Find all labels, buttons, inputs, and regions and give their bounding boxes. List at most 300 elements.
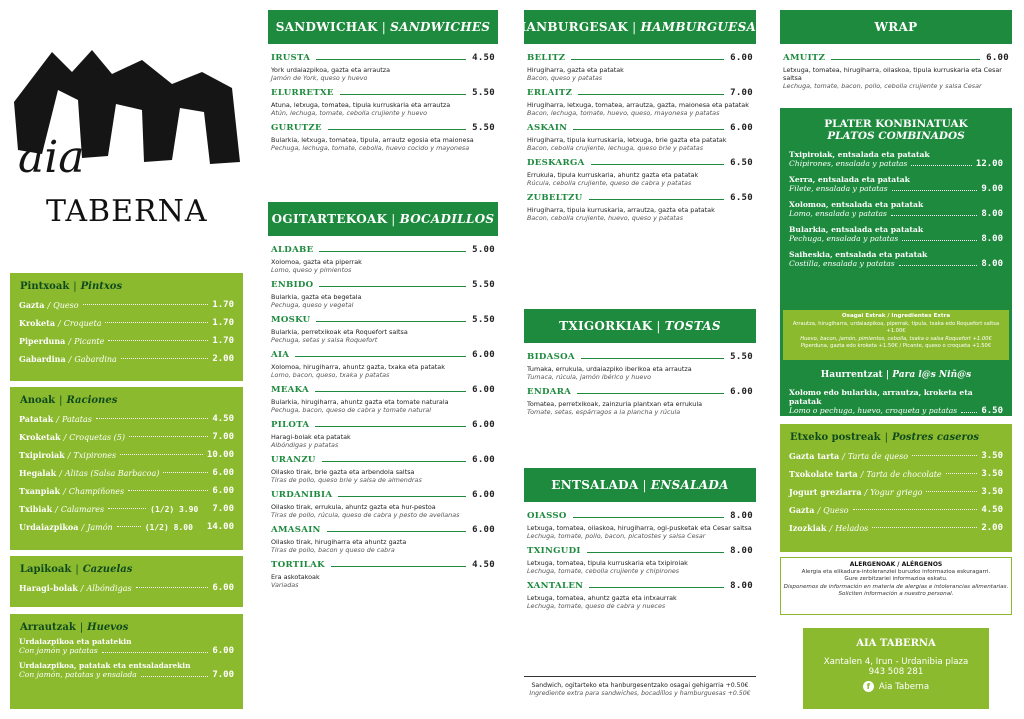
- item-description-es: Bacon, cebolla crujiente, lechuga, queso brie y patatas: [527, 144, 704, 152]
- item-price: 3.50: [981, 451, 1003, 461]
- item-name: GURUTZE: [271, 123, 322, 133]
- alergenos-eu-1: Alergia eta elikadura-intoleranziei buruzko informazioa eskuragarri.: [801, 568, 991, 575]
- sandwichak-title: SANDWICHAK: [275, 20, 378, 34]
- item-name: OIASSO: [527, 511, 567, 521]
- half-price: (1/2) 3.90: [150, 504, 199, 514]
- dot-leader: [129, 436, 208, 437]
- item-name: Txanpiak: [19, 486, 61, 496]
- ogitartekoak-title: OGITARTEKOAK: [271, 212, 388, 226]
- logo: [10, 44, 250, 234]
- ogitartekoak-section: OGITARTEKOAK | BOCADILLOS ALDABE 5.00 Xolomoa, gazta eta piperrak Lomo, queso y pimientos ENBIDO 5.50 Bularkia, gazta eta begetala Pechuga, queso y vegetal MOSKU 5.50 Bularkia, perretxikoak eta Roquefort saltsa Pechuga, setas y salsa Roquefort AIA 6.00 Xolomoa, hirugiharra, ahuntz gazta, txaka eta patatak Lomo, bacon, queso, txaka y patatas MEAKA 6.00 Bularkia, hirugiharra, ahuntz gazta eta tomate naturala Pechuga, bacon, queso de cabra y tomate natural PILOTA 6.00 Haragi-bolak eta patatak Albóndigas y patatas URANZU 6.00 Oilasko tirak, brie gazta eta arbendola saltsa Tiras de pollo, queso brie y salsa de almendras URDANIBIA 6.00 Oilasko tirak, errukula, ahuntz gazta eta hur-pestoa Tiras de pollo, rúcula, queso de cabra y pesto de avellanas AMASAIN 6.00 Oilasko tirak, hirugiharra eta ahuntz gazta Tiras de pollo, bacon y queso de cabra TORTILAK 4.50 Era askotakoak Variadas: [268, 202, 498, 595]
- menu-item: [271, 385, 495, 414]
- item-description-eu: Errukula, tipula kurruskaria, ahuntz gazta eta patatak: [527, 171, 699, 179]
- item-name: Patatak: [19, 414, 54, 424]
- item-description-eu: Era askotakoak: [271, 573, 320, 581]
- item-header: [271, 560, 495, 570]
- postres-section: Etxeko postreak | Postres caseros Gazta tarta / Tarta de queso 3.50 Txokolate tarta / Tarta de chocolate 3.50 Jogurt greziarra / Yogur griego 3.50 Gazta / Queso 4.50 Izozkiak / Helados 2.00: [780, 424, 1012, 552]
- menu-row: [19, 661, 234, 680]
- menu-item: [271, 245, 495, 274]
- leader-line: [331, 566, 466, 567]
- leader-line: [587, 552, 724, 553]
- item-price: 6.50: [730, 193, 753, 203]
- lapikoak-section: Lapikoak | Cazuelas Haragi-bolak / Albóndigas 6.00: [10, 556, 243, 607]
- item-description-eu: Hirugiharra, tipula kurruskaria, letxuga, brie gazta eta patatak: [527, 136, 727, 144]
- item-description-eu: Hirugiharra, gazta eta patatak: [527, 66, 624, 74]
- pintxoak-title: Pintxoak: [20, 281, 70, 292]
- item-header: [271, 525, 495, 535]
- contact-address: Xantalen 4, Irun - Urdanibia plaza: [823, 657, 969, 667]
- item-description-es: Lechuga, tomate, queso de cabra y nueces: [527, 602, 666, 610]
- item-row: [19, 670, 234, 680]
- plato-name: Saiheskia, entsalada eta patatak: [789, 250, 928, 259]
- leader-line: [327, 531, 466, 532]
- item-price: 6.00: [730, 123, 753, 133]
- wrap-section: [780, 10, 1012, 96]
- item-description-eu: Letxuga, tomatea, hirugiharra, oilaskoa, tipula kurruskaria eta Cesar saltsa: [783, 66, 1002, 82]
- dot-leader: [102, 646, 209, 653]
- item-name: Izozkiak: [789, 523, 827, 533]
- item-name: Urdaiazpikoa: [19, 522, 79, 532]
- leader-line: [319, 251, 466, 252]
- item-name: AMASAIN: [271, 525, 321, 535]
- leader-line: [831, 59, 980, 60]
- item-name: Urdaiazpikoa, patatak eta entsaladarekin: [19, 661, 191, 670]
- plato-item: [789, 175, 1003, 194]
- item-description-eu: Hirugiharra, tipula kurruskaria, arrautza, gazta eta patatak: [527, 206, 715, 214]
- item-name: ZUBELTZU: [527, 193, 583, 203]
- item-header: [271, 123, 495, 133]
- menu-item: [271, 315, 495, 344]
- item-price: 4.50: [472, 53, 495, 63]
- plato-item: [789, 200, 1003, 219]
- item-name: MOSKU: [271, 315, 311, 325]
- item-name: DESKARGA: [527, 158, 585, 168]
- menu-item: [271, 455, 495, 484]
- item-name: AMUITZ: [783, 53, 826, 63]
- dot-leader: [853, 509, 978, 510]
- dot-leader: [128, 490, 208, 491]
- item-name: Jogurt greziarra: [789, 487, 862, 497]
- item-price: 5.50: [472, 315, 495, 325]
- item-name: ENBIDO: [271, 280, 314, 290]
- plato-description: Costilla, ensalada y patatas: [789, 259, 895, 268]
- item-description-es: Tiras de pollo, queso brie y salsa de almendras: [271, 476, 422, 484]
- kids-item-eu: Xolomo edo bularkia, arrautza, kroketa eta patatak: [789, 388, 973, 406]
- item-name: ASKAIN: [527, 123, 568, 133]
- sandwichak-subtitle: SANDWICHES: [390, 20, 491, 34]
- item-name: TXINGUDI: [527, 546, 581, 556]
- alergenos-es-2: Soliciten información a nuestro personal.: [838, 591, 954, 598]
- item-description-eu: Letxuga, tomatea, tipula kurruskaria eta txipiroiak: [527, 559, 688, 567]
- dot-leader: [108, 508, 146, 509]
- item-price: 1.70: [212, 336, 234, 346]
- plato-price: 12.00: [975, 159, 1003, 169]
- item-description: Helados: [835, 523, 869, 533]
- dot-leader: [912, 455, 977, 456]
- extras-line-1: Arrautza, hirugiharra, urdaiazpikoa, piperrak, tipula, txaka edo Roquefort saltsa +1.00€: [792, 320, 1000, 334]
- dot-leader: [105, 322, 208, 323]
- leader-line: [316, 59, 466, 60]
- item-price: 6.00: [986, 53, 1009, 63]
- dot-leader: [136, 587, 209, 588]
- menu-row: Piperduna / Picante 1.70: [19, 336, 234, 346]
- anoak-subtitle: Raciones: [66, 395, 118, 406]
- leader-line: [578, 94, 724, 95]
- logo-mountains-icon: [12, 44, 242, 174]
- plato-price: 9.00: [981, 184, 1003, 194]
- item-name: Txokolate tarta: [789, 469, 858, 479]
- item-price: 2.00: [212, 354, 234, 364]
- leader-line: [315, 426, 466, 427]
- extras-line-3: Piperduna, gazta edo kroketa +1.50€ / Picante, queso o croqueta +1.50€: [800, 343, 992, 349]
- item-description-es: Lechuga, tomate, bacon, pollo, cebolla crujiente y salsa Cesar: [783, 82, 982, 90]
- entsalada-section: ENTSALADA | ENSALADA OIASSO 8.00 Letxuga, tomatea, oilaskoa, hirugiharra, ogi-pusketak eta Cesar saltsa Lechuga, tomate, pollo, bacon, picatostes y salsa Cesar TXINGUDI 8.00 Letxuga, tomatea, tipula kurruskaria eta txipiroiak Lechuga, tomate, cebolla crujiente y chipirones XANTALEN 8.00 Letxuga, tomatea, ahuntz gazta eta intxaurrak Lechuga, tomate, queso de cabra y nueces: [524, 468, 756, 616]
- item-description-eu: Hirugiharra, letxuga, tomatea, arrautza, gazta, maionesa eta patatak: [527, 101, 749, 109]
- dot-leader: [121, 358, 208, 359]
- item-name: XANTALEN: [527, 581, 584, 591]
- item-description-eu: Atuna, letxuga, tomatea, tipula kurruskaria eta arrautza: [271, 101, 451, 109]
- plato-row: [789, 259, 1003, 269]
- menu-item: [271, 123, 495, 152]
- contact-facebook[interactable]: Aia Taberna: [878, 681, 930, 692]
- item-description-es: Bacon, queso y patatas: [527, 74, 603, 82]
- item-description: Patatas: [62, 414, 92, 424]
- leader-line: [589, 587, 724, 588]
- dot-leader: [891, 209, 977, 216]
- item-name: ELURRETXE: [271, 88, 334, 98]
- item-name: URANZU: [271, 455, 316, 465]
- item-description-es: Albóndigas y patatas: [271, 441, 339, 449]
- menu-row: Txibiak / Calamares (1/2) 3.90 7.00: [19, 504, 234, 514]
- menu-row: [19, 637, 234, 656]
- item-price: 7.00: [212, 670, 234, 680]
- menu-row: Gabardina / Gabardina 2.00: [19, 354, 234, 364]
- item-header: [783, 53, 1009, 63]
- leader-line: [581, 358, 724, 359]
- menu-item: [527, 123, 753, 152]
- platos-title: PLATER KONBINATUAK: [824, 118, 968, 130]
- item-header: [527, 581, 753, 591]
- anoak-section: Anoak | Raciones Patatak / Patatas 4.50 Kroketak / Croquetas (5) 7.00 Txipiroiak / Txipirones 10.00 Hegalak / Alitas (Salsa Barbacoa) 6.00 Txanpiak / Champiñones 6.00 Txibiak / Calamares (1/2) 3.90 7.00 Urdaiazpikoa / Jamón (1/2) 8.00 14.00: [10, 387, 243, 550]
- item-name: Haragi-bolak: [19, 583, 78, 593]
- menu-item: [271, 350, 495, 379]
- item-price: 6.00: [730, 387, 753, 397]
- item-price: 6.00: [472, 490, 495, 500]
- menu-item: [527, 53, 753, 82]
- item-price: 6.00: [472, 455, 495, 465]
- menu-row: Haragi-bolak / Albóndigas 6.00: [19, 583, 234, 593]
- half-price: (1/2) 8.00: [144, 522, 193, 532]
- item-description-eu: Letxuga, tomatea, oilaskoa, hirugiharra, ogi-pusketak eta Cesar saltsa: [527, 524, 752, 532]
- item-price: 6.00: [730, 53, 753, 63]
- plato-name: Bularkia, entsalada eta patatak: [789, 225, 924, 234]
- item-price: 5.00: [472, 245, 495, 255]
- item-name: URDANIBIA: [271, 490, 333, 500]
- item-name: ERLAITZ: [527, 88, 573, 98]
- menu-item: [783, 53, 1009, 90]
- item-description: Picante: [74, 336, 105, 346]
- item-description-es: Tumaca, rúcula, jamón ibérico y huevo: [527, 373, 652, 381]
- item-price: 5.50: [472, 280, 495, 290]
- menu-item: [271, 525, 495, 554]
- menu-row: Gazta / Queso 4.50: [789, 505, 1003, 515]
- menu-item: [527, 546, 753, 575]
- item-price: 5.50: [472, 123, 495, 133]
- menu-row: Urdaiazpikoa / Jamón (1/2) 8.00 14.00: [19, 522, 234, 532]
- arrautzak-title: Arrautzak: [20, 622, 76, 633]
- item-price: 8.00: [730, 546, 753, 556]
- item-header: [271, 350, 495, 360]
- menu-item: [271, 88, 495, 117]
- kids-title: Haurrentzat | Para l@s Niñ@s: [820, 370, 972, 380]
- facebook-icon[interactable]: f: [863, 681, 874, 692]
- item-price: 7.00: [212, 432, 234, 442]
- item-description-es: Pechuga, lechuga, tomate, cebolla, huevo cocido y mayonesa: [271, 144, 470, 152]
- item-description-es: Bacon, cebolla crujiente, huevo, queso y patatas: [527, 214, 684, 222]
- menu-item: [527, 88, 753, 117]
- item-description: Gabardina: [74, 354, 117, 364]
- item-description: Croqueta: [63, 318, 102, 328]
- contact-name: AIA TABERNA: [856, 638, 936, 649]
- item-price: 1.70: [212, 318, 234, 328]
- menu-item: [527, 352, 753, 381]
- item-description-eu: Haragi-bolak eta patatak: [271, 433, 351, 441]
- extra-note-eu: Sandwich, ogitarteko eta hanburgesentzako osagai gehigarria +0.50€: [531, 682, 749, 689]
- item-name: BIDASOA: [527, 352, 575, 362]
- menu-row: Hegalak / Alitas (Salsa Barbacoa) 6.00: [19, 468, 234, 478]
- plato-row: [789, 209, 1003, 219]
- item-price: 6.00: [472, 385, 495, 395]
- item-description: Queso: [53, 300, 79, 310]
- contact-box: [803, 628, 989, 709]
- menu-row: Gazta tarta / Tarta de queso 3.50: [789, 451, 1003, 461]
- item-description-eu: Oilasko tirak, hirugiharra eta ahuntz gazta: [271, 538, 407, 546]
- item-price: 6.00: [212, 646, 234, 656]
- leader-line: [340, 94, 466, 95]
- item-name: BELITZ: [527, 53, 566, 63]
- dot-leader: [899, 259, 978, 266]
- plato-price: 8.00: [981, 234, 1003, 244]
- logo-title: TABERNA: [46, 194, 208, 229]
- plato-price: 8.00: [981, 259, 1003, 269]
- plato-row: [789, 234, 1003, 244]
- item-price: 3.50: [981, 469, 1003, 479]
- logo-mark: aia: [18, 132, 85, 174]
- plato-description: Pechuga, ensalada y patatas: [789, 234, 899, 243]
- item-description: Queso: [823, 505, 849, 515]
- leader-line: [328, 129, 466, 130]
- plato-description: Chipirones, ensalada y patatas: [789, 159, 908, 168]
- arrautzak-subtitle: Huevos: [87, 622, 129, 633]
- item-description: Calamares: [60, 504, 105, 514]
- plato-name: Xolomoa, entsalada eta patatak: [789, 200, 924, 209]
- item-header: [527, 511, 753, 521]
- item-header: [527, 352, 753, 362]
- pintxoak-subtitle: Pintxos: [80, 281, 123, 292]
- item-description-eu: Oilasko tirak, errukula, ahuntz gazta eta hur-pestoa: [271, 503, 436, 511]
- item-description-eu: Xolomoa, gazta eta piperrak: [271, 258, 362, 266]
- item-description-eu: Bularkia, perretxikoak eta Roquefort saltsa: [271, 328, 408, 336]
- item-price: 7.00: [730, 88, 753, 98]
- postres-title: Etxeko postreak: [790, 432, 881, 443]
- menu-row: Txipiroiak / Txipirones 10.00: [19, 450, 234, 460]
- extras-title: Osagai Estrak / Ingredientes Extra: [841, 313, 951, 319]
- menu-row: Patatak / Patatas 4.50: [19, 414, 234, 424]
- item-name: Urdaiazpikoa eta patatekin: [19, 637, 132, 646]
- item-description-eu: York urdaiazpikoa, gazta eta arrautza: [271, 66, 391, 74]
- item-name: Gabardina: [19, 354, 66, 364]
- plato-description: Lomo, ensalada y patatas: [789, 209, 887, 218]
- plato-name: Xerra, entsalada eta patatak: [789, 175, 910, 184]
- item-name: Gazta tarta: [789, 451, 840, 461]
- item-name: Piperduna: [19, 336, 66, 346]
- item-header: [527, 193, 753, 203]
- leader-line: [316, 321, 466, 322]
- plato-row: [789, 184, 1003, 194]
- item-description-es: Rúcula, cebolla crujiente, queso de cabra y patatas: [527, 179, 692, 187]
- item-header: [271, 315, 495, 325]
- item-price: 4.50: [212, 414, 234, 424]
- item-name: TORTILAK: [271, 560, 325, 570]
- extras-line-2: Huevo, bacon, jamón, pimientos, cebolla, txaka o salsa Roquefort +1.00€: [800, 335, 992, 342]
- item-description: Champiñones: [68, 486, 125, 496]
- item-header: [271, 455, 495, 465]
- dot-leader: [120, 454, 203, 455]
- item-header: [527, 387, 753, 397]
- item-description-es: Variadas: [271, 581, 299, 589]
- item-description-eu: Letxuga, tomatea, ahuntz gazta eta intxaurrak: [527, 594, 677, 602]
- item-price: 6.00: [472, 420, 495, 430]
- item-description: Croquetas (5): [69, 432, 125, 442]
- item-header: [527, 123, 753, 133]
- item-name: MEAKA: [271, 385, 310, 395]
- plato-row: [789, 159, 1003, 169]
- item-description-es: Bacon, lechuga, tomate, huevo, queso, mayonesa y patatas: [527, 109, 720, 117]
- item-price: 7.00: [212, 504, 234, 514]
- menu-item: [271, 53, 495, 82]
- menu-row: Kroketa / Croqueta 1.70: [19, 318, 234, 328]
- alergenos-title: ALERGENOAK / ALÉRGENOS: [849, 561, 943, 568]
- plato-item: [789, 225, 1003, 244]
- item-description: Alitas (Salsa Barbacoa): [64, 468, 160, 478]
- item-name: Gazta: [19, 300, 45, 310]
- menu-item: [527, 511, 753, 540]
- item-price: 3.50: [981, 487, 1003, 497]
- item-price: 6.00: [212, 583, 234, 593]
- menu-item: [271, 420, 495, 449]
- item-name: Txipiroiak: [19, 450, 65, 460]
- item-description: Tarta de chocolate: [866, 469, 942, 479]
- sandwichak-section: SANDWICHAK | SANDWICHES IRUSTA 4.50 York urdaiazpikoa, gazta eta arrautza Jamón de York, queso y huevo ELURRETXE 5.50 Atuna, letxuga, tomatea, tipula kurruskaria eta arrautza Atún, lechuga, tomate, cebolla crujiente y huevo GURUTZE 5.50 Bularkia, letxuga, tomatea, tipula, arrautz egosia eta maionesa Pechuga, lechuga, tomate, cebolla, huevo cocido y mayonesa: [268, 10, 498, 158]
- lapikoak-title: Lapikoak: [20, 564, 72, 575]
- item-description-es: Lomo, queso y pimientos: [271, 266, 352, 274]
- item-header: [271, 245, 495, 255]
- item-description-es: Pechuga, queso y vegetal: [271, 301, 354, 309]
- item-price: 5.50: [730, 352, 753, 362]
- arrautzak-section: Arrautzak | Huevos Urdaiazpikoa eta patatekin Con jamón y patatas 6.00 Urdaiazpikoa, patatak eta entsaladarekin Con jamón, patatas y ensalada 7.00: [10, 614, 243, 709]
- item-header: [271, 420, 495, 430]
- menu-item: [271, 280, 495, 309]
- ogitartekoak-subtitle: BOCADILLOS: [399, 212, 495, 226]
- item-description-es: Lomo, bacon, queso, txaka y patatas: [271, 371, 390, 379]
- item-header: [271, 280, 495, 290]
- extra-note: [524, 676, 756, 698]
- item-description: Con jamón y patatas: [19, 646, 98, 655]
- leader-line: [589, 199, 725, 200]
- leader-line: [315, 391, 466, 392]
- item-description-eu: Oilasko tirak, brie gazta eta arbendola saltsa: [271, 468, 415, 476]
- menu-item: [527, 158, 753, 187]
- txigorkiak-title: TXIGORKIAK: [559, 319, 653, 333]
- dot-leader: [911, 159, 971, 166]
- item-description-eu: Xolomoa, hirugiharra, ahuntz gazta, txaka eta patatak: [271, 363, 445, 371]
- dot-leader: [83, 304, 209, 305]
- hanburgesak-subtitle: HAMBURGUESAS: [640, 20, 766, 34]
- platos-subtitle: PLATOS COMBINADOS: [827, 130, 965, 142]
- item-description: Tarta de queso: [847, 451, 909, 461]
- item-name: ENDARA: [527, 387, 572, 397]
- leader-line: [295, 356, 466, 357]
- item-description-eu: Tomatea, perretxikoak, zainzuria plantxan eta errukula: [527, 400, 703, 408]
- dot-leader: [892, 184, 978, 191]
- leader-line: [571, 59, 724, 60]
- item-price: 4.50: [472, 560, 495, 570]
- kids-item-price: 6.50: [981, 406, 1003, 416]
- menu-item: [527, 581, 753, 610]
- anoak-title: Anoak: [20, 395, 56, 406]
- leader-line: [573, 129, 724, 130]
- item-price: 6.00: [212, 486, 234, 496]
- dot-leader: [872, 527, 977, 528]
- entsalada-title: ENTSALADA: [551, 478, 639, 492]
- contact-phone: 943 508 281: [868, 667, 924, 677]
- plato-item: [789, 150, 1003, 169]
- leader-line: [319, 286, 466, 287]
- item-name: Kroketak: [19, 432, 61, 442]
- dot-leader: [926, 491, 977, 492]
- item-header: [271, 385, 495, 395]
- item-header: [271, 490, 495, 500]
- dot-leader: [163, 472, 208, 473]
- item-description-eu: Bularkia, letxuga, tomatea, tipula, arrautz egosia eta maionesa: [271, 136, 474, 144]
- lapikoak-subtitle: Cazuelas: [82, 564, 133, 575]
- menu-item: [527, 387, 753, 416]
- dot-leader: [946, 473, 978, 474]
- item-description-es: Tiras de pollo, rúcula, queso de cabra y pesto de avellanas: [271, 511, 460, 519]
- postres-subtitle: Postres caseros: [891, 432, 980, 443]
- item-name: PILOTA: [271, 420, 310, 430]
- pintxoak-section: Pintxoak | Pintxos Gazta / Queso 1.70 Kroketa / Croqueta 1.70 Piperduna / Picante 1.70 Gabardina / Gabardina 2.00: [10, 273, 243, 381]
- item-name: Txibiak: [19, 504, 53, 514]
- menu-item: [271, 490, 495, 519]
- leader-line: [591, 164, 725, 165]
- item-price: 5.50: [472, 88, 495, 98]
- menu-row: Jogurt greziarra / Yogur griego 3.50: [789, 487, 1003, 497]
- item-description-es: Pechuga, setas y salsa Roquefort: [271, 336, 378, 344]
- item-price: 14.00: [206, 522, 234, 532]
- dot-leader: [108, 340, 208, 341]
- extra-note-es: Ingrediente extra para sandwiches, bocadillos y hamburguesas +0.50€: [529, 690, 751, 697]
- item-header: [527, 53, 753, 63]
- kids-title-eu: Haurrentzat: [820, 370, 883, 380]
- item-name: Hegalak: [19, 468, 57, 478]
- item-price: 6.00: [472, 525, 495, 535]
- menu-item: [527, 193, 753, 222]
- item-price: 8.00: [730, 511, 753, 521]
- plato-price: 8.00: [981, 209, 1003, 219]
- item-description-eu: Tumaka, errukula, urdaiazpiko iberikoa eta arrautza: [527, 365, 692, 373]
- item-header: [527, 546, 753, 556]
